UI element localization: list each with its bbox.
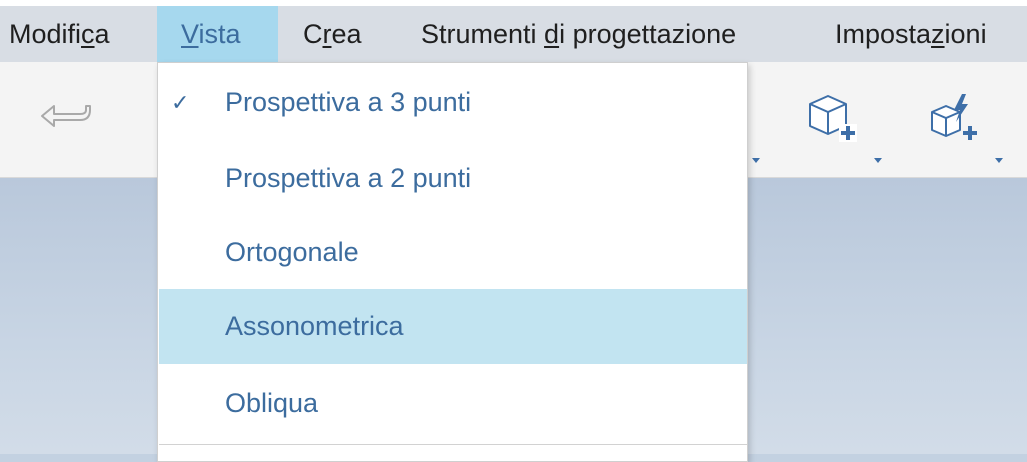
menu-item-label: Ortogonale bbox=[225, 237, 359, 267]
menu-strumenti-label: Strumenti bbox=[421, 19, 545, 49]
add-dynamic-object-button[interactable] bbox=[928, 92, 984, 148]
menu-modifica-label: Modifi bbox=[9, 19, 82, 49]
menu-item-label: Assonometrica bbox=[225, 311, 404, 341]
undo-button[interactable] bbox=[40, 92, 96, 140]
menu-crea[interactable] bbox=[278, 6, 388, 62]
add-object-caret-icon[interactable] bbox=[874, 158, 882, 163]
menu-impostazioni-label: Imposta bbox=[835, 19, 932, 49]
vista-dropdown-menu bbox=[157, 62, 748, 462]
menu-item-prospettiva-3-punti[interactable] bbox=[159, 65, 747, 140]
add-cube-icon bbox=[806, 92, 862, 148]
menu-item-label: Obliqua bbox=[225, 388, 319, 418]
menu-item-assonometrica[interactable] bbox=[159, 289, 747, 364]
add-cube-lightning-icon bbox=[928, 92, 984, 148]
menu-modifica[interactable] bbox=[0, 6, 140, 62]
menu-item-obliqua[interactable] bbox=[159, 366, 747, 441]
menu-separator bbox=[159, 444, 747, 445]
add-dynamic-caret-icon[interactable] bbox=[995, 158, 1003, 163]
menu-item-label: Prospettiva a 3 punti bbox=[225, 87, 472, 117]
menu-impostazioni-label-end: ioni bbox=[944, 19, 987, 49]
menu-vista-accel: V bbox=[181, 19, 199, 49]
menu-modifica-accel: c bbox=[81, 19, 95, 49]
menu-bar bbox=[0, 0, 1027, 62]
menu-strumenti-label-end: i progettazione bbox=[559, 19, 737, 49]
menu-modifica-label-end: a bbox=[94, 19, 110, 49]
menu-vista-label: ista bbox=[198, 19, 241, 49]
checkmark-icon: ✓ bbox=[171, 90, 190, 115]
menu-item-label: Prospettiva a 2 punti bbox=[225, 163, 472, 193]
add-object-button[interactable] bbox=[806, 92, 862, 148]
menu-crea-label-end: ea bbox=[331, 19, 362, 49]
menu-crea-accel: r bbox=[322, 19, 332, 49]
menu-item-prospettiva-2-punti[interactable] bbox=[159, 141, 747, 216]
menu-strumenti-accel: d bbox=[544, 19, 560, 49]
menu-crea-label: C bbox=[303, 19, 323, 49]
undo-arrow-icon bbox=[40, 92, 96, 140]
menu-impostazioni[interactable] bbox=[812, 6, 1027, 62]
menu-impostazioni-accel: z bbox=[931, 19, 945, 49]
dropdown-caret-icon[interactable] bbox=[752, 158, 760, 163]
menu-strumenti-di-progettazione[interactable] bbox=[398, 6, 798, 62]
menu-vista[interactable] bbox=[157, 6, 278, 62]
menu-item-ortogonale[interactable] bbox=[159, 215, 747, 290]
